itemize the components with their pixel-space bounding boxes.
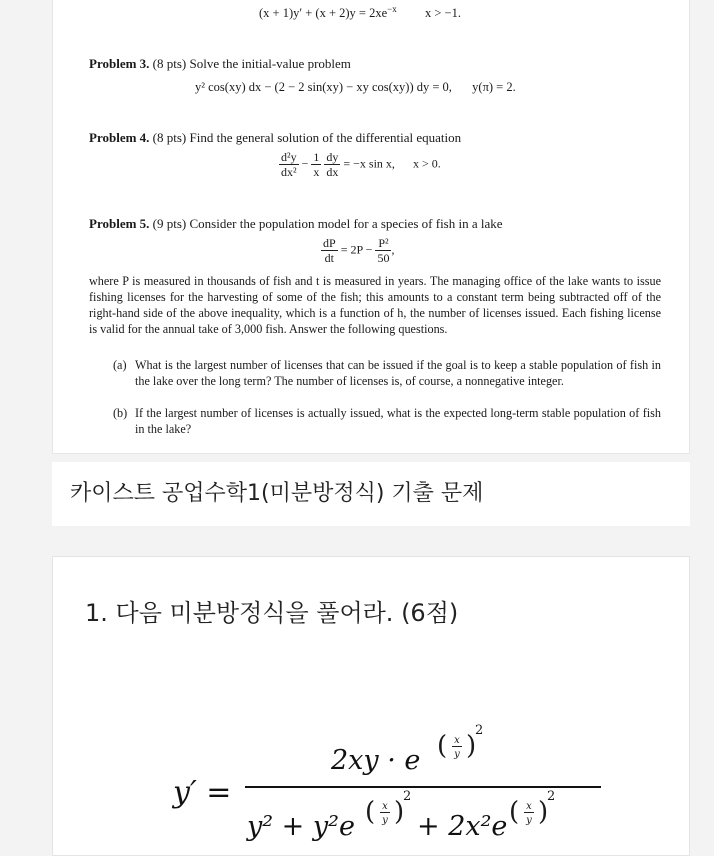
problem4-heading bbox=[89, 130, 461, 146]
problem4-equation bbox=[279, 150, 441, 179]
top-equation-exponent: −x bbox=[387, 4, 397, 14]
problem5-mid: = 2P − bbox=[340, 242, 373, 257]
problem5-equation bbox=[321, 236, 394, 265]
problem3-condition: y(π) = 2. bbox=[472, 80, 516, 94]
problem4-condition: x > 0. bbox=[412, 156, 441, 171]
problem4-frac1 bbox=[279, 150, 299, 179]
question1-title: 1. 다음 미분방정식을 풀어라. (6점) bbox=[85, 599, 459, 627]
item-b-label: (b) bbox=[113, 406, 128, 420]
section-title-card bbox=[52, 462, 690, 526]
problem5-tail: , bbox=[391, 242, 395, 257]
item-a-text: What is the largest number of licenses that can be issued if the goal is to keep a stable population of fish in the lake over the long term? The number of licenses is, of course, a nonnegative integer. bbox=[135, 358, 661, 388]
problem5-text: Consider the population model for a species of fish in a lake bbox=[189, 216, 503, 231]
right-paren: ) bbox=[394, 797, 405, 827]
problem5-rhs-frac bbox=[375, 236, 391, 265]
frac-numerator: P² bbox=[375, 236, 391, 251]
denominator-part-b: + 2x²e bbox=[417, 811, 508, 842]
problem4-label: Problem 4. bbox=[89, 130, 150, 145]
exp-power: 2 bbox=[403, 789, 412, 804]
problem3-text: Solve the initial-value problem bbox=[189, 56, 351, 71]
right-paren: ) bbox=[538, 797, 549, 827]
problem5-label: Problem 5. bbox=[89, 216, 150, 231]
problem5-paragraph: where P is measured in thousands of fish and t is measured in years. The managing office of the lake wants to issue fishing licenses for the harvesting of some of the fish; this amounts to a constant term being subtracted off of the right-hand side of the above inequality, which is a function of h, the number of licenses issued. Each fishing license is valid for the annual take of 3,000 fish. Answer the following questions. bbox=[89, 274, 661, 336]
frac-numerator: dP bbox=[323, 236, 336, 250]
question1-lhs: y′ = bbox=[173, 775, 232, 810]
fraction-bar bbox=[245, 786, 601, 788]
problem4-text: Find the general solution of the differential equation bbox=[189, 130, 462, 145]
exam-card bbox=[52, 0, 690, 454]
section-title: 카이스트 공업수학1(미분방정식) 기출 문제 bbox=[70, 481, 484, 506]
problem3-equation bbox=[195, 80, 516, 95]
question1-denominator-b bbox=[417, 811, 507, 842]
question1-denominator bbox=[247, 811, 355, 842]
problem5-lhs-frac bbox=[321, 236, 338, 265]
problem3-heading bbox=[89, 56, 351, 72]
left-paren: ( bbox=[437, 731, 448, 761]
exp-power: 2 bbox=[475, 723, 484, 738]
problem4-points: (8 pts) bbox=[152, 130, 187, 145]
top-equation bbox=[259, 4, 461, 21]
frac-numerator: dy bbox=[326, 150, 339, 164]
top-equation-body: (x + 1)y′ + (x + 2)y = 2xe bbox=[259, 6, 388, 21]
frac-denominator: dx bbox=[326, 165, 339, 179]
exp-num: x bbox=[452, 735, 462, 747]
item-b-text: If the largest number of licenses is actually issued, what is the expected long-term stable population of fish in the lake? bbox=[135, 406, 661, 436]
frac-denominator: dx² bbox=[281, 165, 297, 179]
left-paren: ( bbox=[365, 797, 376, 827]
exp-num: x bbox=[380, 801, 390, 813]
right-paren: ) bbox=[466, 731, 477, 761]
problem3-points: (8 pts) bbox=[152, 56, 187, 71]
exp-power: 2 bbox=[547, 789, 556, 804]
question1-numerator bbox=[331, 745, 420, 776]
question-card bbox=[52, 556, 690, 856]
problem4-minus: − bbox=[301, 156, 309, 171]
problem5-item-b bbox=[113, 405, 661, 437]
frac-numerator: 1 bbox=[313, 150, 320, 164]
problem4-frac2 bbox=[311, 150, 321, 179]
exp-num: x bbox=[524, 801, 534, 813]
problem4-frac3 bbox=[324, 150, 340, 179]
denominator-part-a: y² + y²e bbox=[247, 811, 355, 842]
exp-den: y bbox=[382, 815, 388, 826]
exp-den: y bbox=[454, 749, 460, 760]
problem4-rhs: = −x sin x, bbox=[343, 156, 395, 171]
problem5-item-a bbox=[113, 357, 661, 389]
top-equation-condition: x > −1. bbox=[424, 6, 461, 21]
problem3-label: Problem 3. bbox=[89, 56, 150, 71]
problem3-equation-body: y² cos(xy) dx − (2 − 2 sin(xy) − xy cos(xy)) dy = 0, bbox=[195, 80, 452, 94]
problem5-heading bbox=[89, 216, 503, 232]
numerator-text: 2xy · e bbox=[331, 745, 421, 776]
item-a-label: (a) bbox=[113, 358, 127, 372]
frac-numerator: d²y bbox=[281, 150, 297, 164]
problem5-points: (9 pts) bbox=[152, 216, 187, 231]
exp-den: y bbox=[526, 815, 532, 826]
frac-denominator: dt bbox=[324, 251, 335, 265]
left-paren: ( bbox=[509, 797, 520, 827]
frac-denominator: 50 bbox=[377, 251, 390, 265]
frac-denominator: x bbox=[313, 165, 320, 179]
